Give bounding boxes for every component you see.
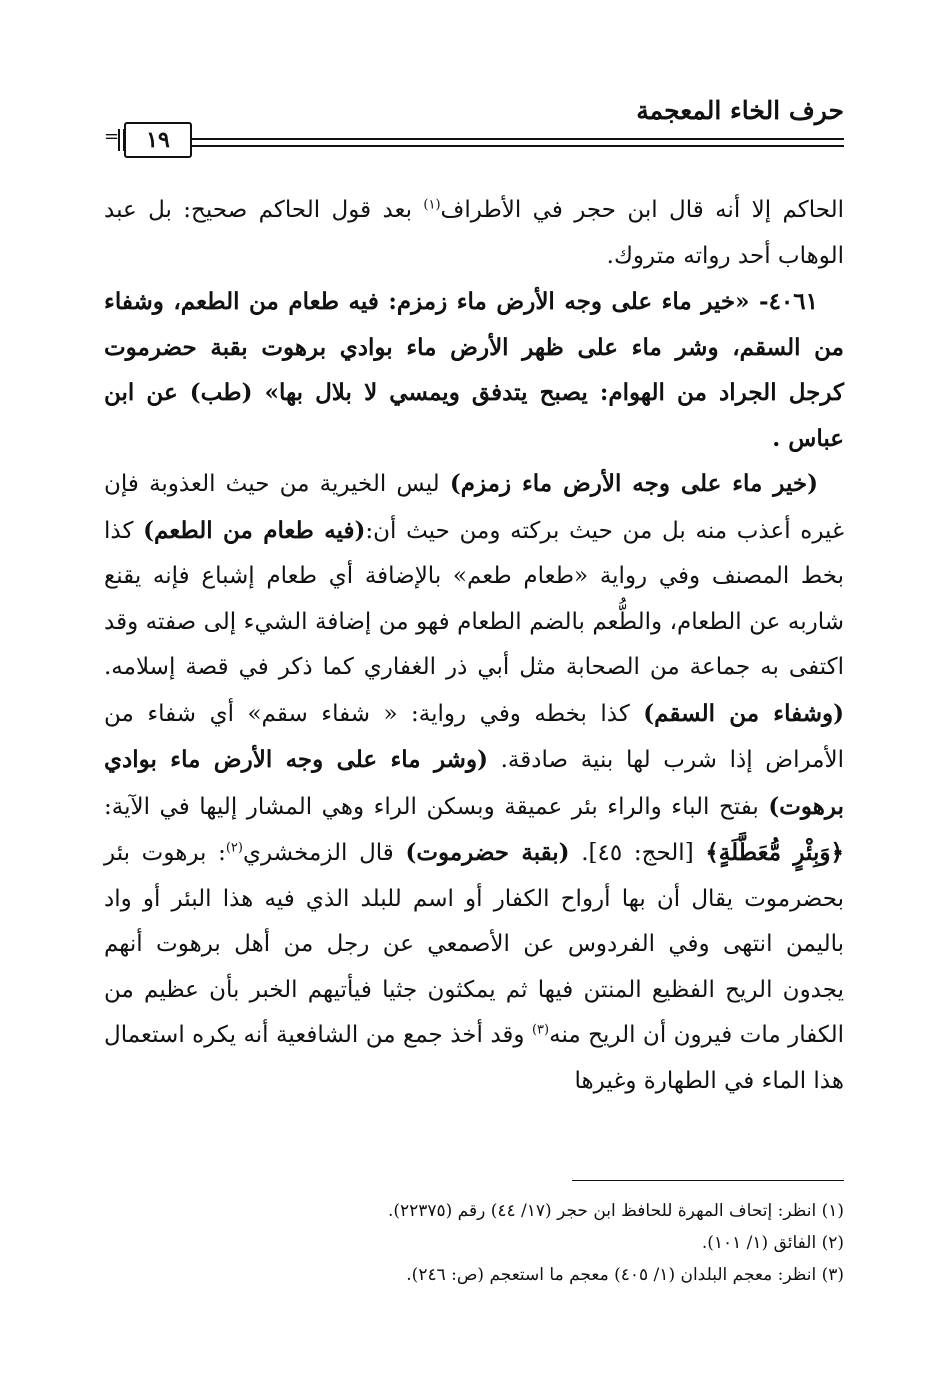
main-text [104, 188, 844, 1104]
text-run: ليس الخيرية من حيث العذوبة فإن غيره أعذب منه بل من حيث بركته ومن حيث أن: [104, 471, 844, 544]
quoted-phrase: (فيه طعام من الطعم) [143, 516, 366, 544]
text-run: وقد أخذ جمع من الشافعية أنه يكره استعمال هذا الماء في الطهارة وغيرها [104, 1022, 844, 1094]
text-run: كذا بخط المصنف وفي رواية «طعام طعم» بالإضافة أي طعام إشباع فإنه يقنع شاربه عن الطعام، والطُّعم بالضم الطعام فهو من إضافة الشيء إلى صفته وقد اكتفى به جماعة من الصحابة مثل أبي ذر الغفاري كما ذكر في قصة إسلامه. [104, 517, 844, 680]
footnotes [104, 1195, 844, 1291]
footnote-separator [572, 1180, 844, 1181]
footnote-3: (٣) انظر: معجم البلدان (١/ ٤٠٥) معجم ما استعجم (ص: ٢٤٦). [406, 1265, 844, 1285]
header-mark: = [104, 126, 120, 147]
hadith-entry [104, 279, 844, 461]
page-number: ١٩ [146, 127, 170, 153]
text-run: بعد قول الحاكم صحيح: بل عبد الوهاب أحد رواته متروك. [104, 197, 844, 269]
quoted-phrase: (وشفاء من السقم) [643, 699, 844, 727]
quran-quote: ﴿وَبِئْرٍ مُّعَطَّلَةٍ﴾ [705, 839, 844, 866]
footnote-2: (٢) الفائق (١/ ١٠١). [701, 1233, 844, 1253]
text-run: بفتح الباء والراء بئر عميقة وبسكن الراء وهي المشار إليها في الآية: [104, 793, 769, 820]
text-run: كذا بخطه وفي رواية: « شفاء سقم» أي شفاء من الأمراض إذا شرب لها بنية صادقة. [104, 700, 844, 773]
hadith-text: ٤٠٦١- «خير ماء على وجه الأرض ماء زمزم: فيه طعام من الطعم، وشفاء من السقم، وشر ماء على ظهر الأرض ماء بوادي برهوت بقبة حضرموت كرجل الجراد من الهوام: يصبح يتدفق ويمسي لا بلال بها» (طب) عن ابن عباس . [104, 288, 844, 452]
footnote-ref-2: (٢) [225, 840, 243, 856]
footnote-ref-3: (٣) [531, 1022, 550, 1038]
chapter-title: حرف الخاء المعجمة [636, 96, 844, 125]
quoted-phrase: (وشر ماء على وجه الأرض ماء بوادي برهوت) [104, 746, 844, 820]
footnote-ref-1: (١) [423, 197, 441, 213]
page-number-box [124, 122, 192, 158]
text-run: الحاكم إلا أنه قال ابن حجر في الأطراف [440, 197, 844, 223]
text-run: : برهوت بئر بحضرموت يقال أن بها أرواح الكفار أو اسم للبلد الذي فيه هذا البئر أو واد باليمن انتهى وفي الفردوس عن الأصمعي عن رجل من أهل برهوت أنهم يجدون الريح الفظيع المنتن فيها ثم يمكثون جثيا فيأتيهم الخبر بأن عظيم من الكفار مات فيرون أن الريح منه [104, 840, 844, 1048]
quoted-phrase: (خير ماء على وجه الأرض ماء زمزم) [449, 470, 818, 497]
paragraph-continuation [104, 188, 844, 279]
text-run: قال الزمخشري [242, 840, 406, 866]
footnote-1: (١) انظر: إتحاف المهرة للحافظ ابن حجر (١٧/ ٤٤) رقم (٢٢٣٧٥). [387, 1201, 844, 1221]
commentary-paragraph [104, 461, 844, 1104]
text-run: [الحج: ٤٥]. [569, 840, 706, 866]
header-double-rule [190, 138, 844, 147]
quoted-phrase: (بقبة حضرموت) [405, 839, 570, 866]
